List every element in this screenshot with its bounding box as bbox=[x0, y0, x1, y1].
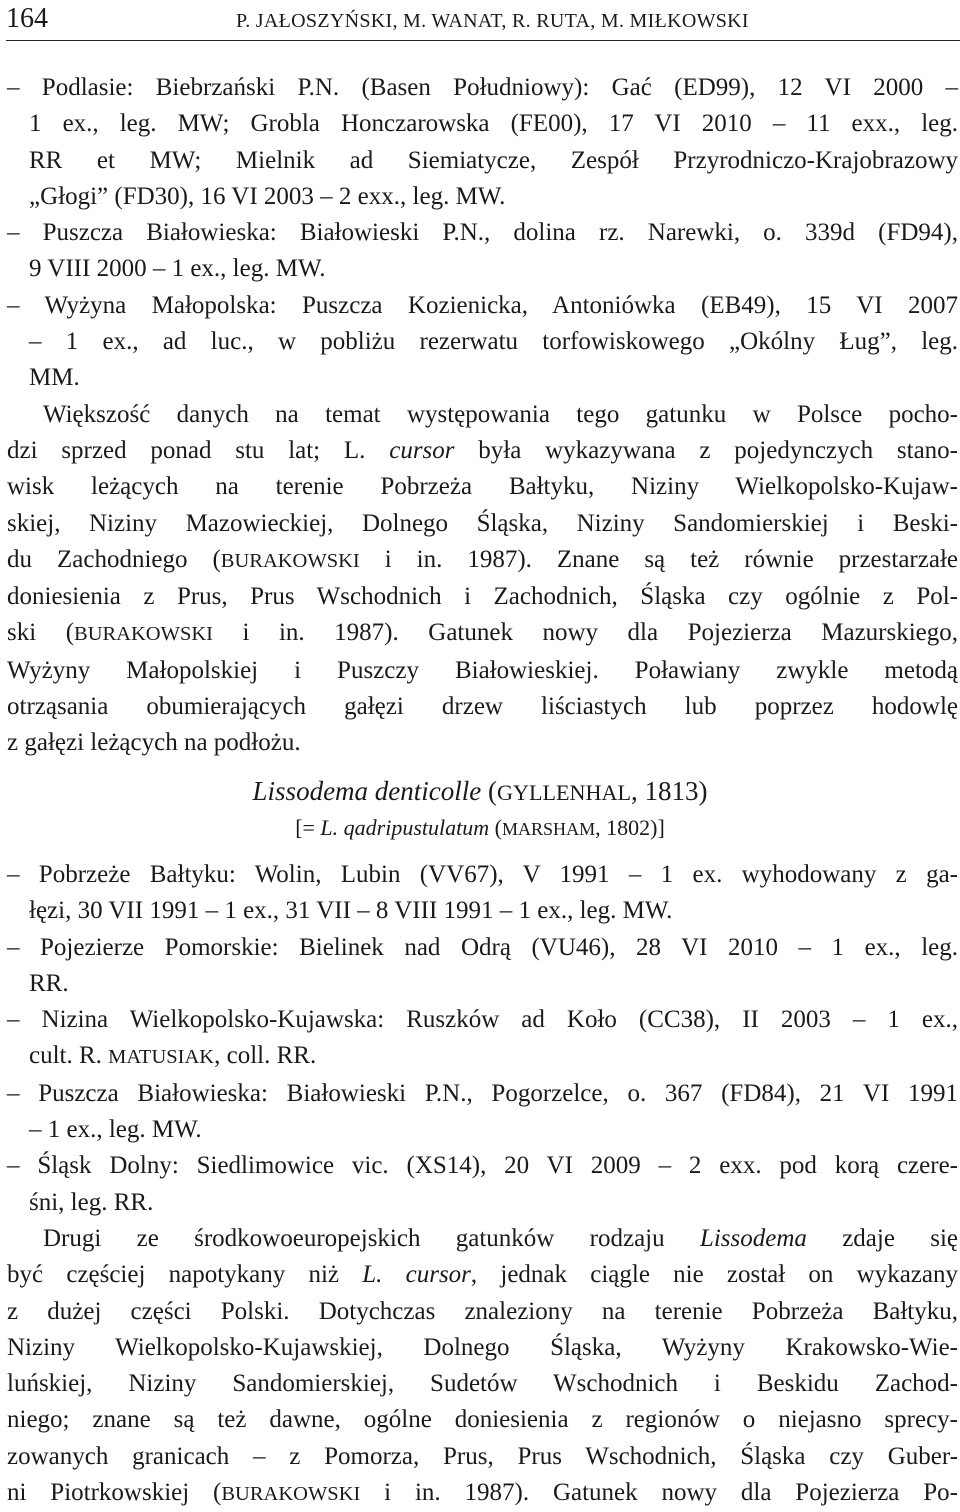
text-run: dzi sprzed ponad stu lat; L. bbox=[7, 436, 366, 464]
text-run: [= bbox=[295, 815, 321, 840]
text-line: 1 ex., leg. MW; Grobla Honczarowska (FE00), 17 VI 2010 – 11 exx., leg. bbox=[29, 110, 958, 138]
records-block-2 bbox=[7, 857, 958, 1512]
page-number: 164 bbox=[6, 3, 48, 34]
citation-author: BURAKOWSKI bbox=[220, 549, 360, 572]
paragraph-line bbox=[7, 1257, 958, 1293]
paragraph-line bbox=[7, 433, 958, 469]
species-synonym bbox=[0, 812, 960, 845]
synonym-author: MARSHAM bbox=[501, 819, 596, 839]
text-line: – Puszcza Białowieska: Białowieski P.N., dolina rz. Narewki, o. 339d (FD94), bbox=[7, 219, 958, 247]
paragraph-line bbox=[7, 615, 958, 652]
paragraph-line: zowanych granicach – z Pomorza, Prus, Prus Wschodnich, Śląska czy Guber- bbox=[7, 1442, 958, 1470]
citation-author: BURAKOWSKI bbox=[74, 623, 213, 646]
species-name: Lissodema denticolle bbox=[252, 776, 482, 806]
paragraph-line: Większość danych na temat występowania tego gatunku w Polsce pocho- bbox=[43, 400, 958, 428]
running-head: P. JAŁOSZYŃSKI, M. WANAT, R. RUTA, M. MIŁKOWSKI bbox=[236, 10, 749, 32]
paragraph-line: z dużej części Polski. Dotychczas znaleziony na terenie Pobrzeża Bałtyku, bbox=[7, 1297, 958, 1325]
paragraph-line: z gałęzi leżących na podłożu. bbox=[7, 729, 301, 757]
text-line: – Śląsk Dolny: Siedlimowice vic. (XS14), 20 VI 2009 – 2 exx. pod korą czere- bbox=[7, 1152, 958, 1180]
synonym-name: L. qadripustulatum bbox=[320, 815, 490, 840]
paragraph-line: otrząsania obumierających gałęzi drzew liściastych lub poprzez hodowlę bbox=[7, 693, 958, 721]
text-run: ( bbox=[489, 815, 502, 840]
text-line: – Pobrzeże Bałtyku: Wolin, Lubin (VV67), V 1991 – 1 ex. wyhodowany z ga- bbox=[7, 861, 958, 888]
header-rule bbox=[6, 40, 960, 41]
text-run: zdaje się bbox=[806, 1224, 958, 1252]
paragraph-line: skiej, Niziny Mazowieckiej, Dolnego Śląska, Niziny Sandomierskiej i Beski- bbox=[7, 509, 958, 537]
text-run: i in. 1987). Znane są też równie przestarzałe bbox=[359, 545, 958, 573]
text-run: , coll. RR. bbox=[214, 1042, 317, 1070]
text-run: , jednak ciągle nie został on wykazany bbox=[470, 1261, 958, 1289]
paragraph-line: doniesienia z Prus, Prus Wschodnich i Zachodnich, Śląska czy ogólnie z Pol- bbox=[7, 583, 958, 611]
species-italic: cursor bbox=[365, 436, 455, 464]
text-line bbox=[7, 1038, 958, 1075]
text-run: Drugi ze środkowoeuropejskich gatunków rodzaju bbox=[43, 1224, 700, 1252]
text-line: śni, leg. RR. bbox=[29, 1188, 154, 1216]
text-line: 9 VIII 2000 – 1 ex., leg. MW. bbox=[29, 255, 326, 283]
text-line: – Podlasie: Biebrzański P.N. (Basen Południowy): Gać (ED99), 12 VI 2000 – bbox=[7, 74, 958, 101]
text-run: ( bbox=[481, 776, 498, 806]
text-line: „Głogi” (FD30), 16 VI 2003 – 2 exx., leg. MW. bbox=[29, 182, 506, 210]
page-header bbox=[6, 0, 960, 46]
text-run: , 1802)] bbox=[595, 815, 665, 840]
text-line: – 1 ex., leg. MW. bbox=[29, 1116, 202, 1144]
text-run: cult. R. bbox=[29, 1042, 109, 1070]
records-block-1 bbox=[7, 70, 958, 762]
text-line: – 1 ex., ad luc., w pobliżu rezerwatu torfowiskowego „Okólny Ług”, leg. bbox=[29, 328, 958, 356]
paragraph-line bbox=[7, 1475, 958, 1512]
species-author: GYLLENHAL bbox=[497, 780, 631, 805]
text-line: – Wyżyna Małopolska: Puszcza Kozienicka, Antoniówka (EB49), 15 VI 2007 bbox=[7, 291, 958, 319]
genus-italic: Lissodema bbox=[699, 1224, 807, 1252]
text-line: łęzi, 30 VII 1991 – 1 ex., 31 VII – 8 VIII 1991 – 1 ex., leg. MW. bbox=[29, 897, 673, 925]
text-line: RR et MW; Mielnik ad Siemiatycze, Zespół Przyrodniczo-Krajobrazowy bbox=[29, 146, 958, 174]
text-run: i in. 1987). Gatunek nowy dla Pojezierza Mazurskiego, bbox=[212, 619, 959, 647]
species-heading bbox=[0, 772, 960, 845]
paragraph-line: Wyżyny Małopolskiej i Puszczy Białowieskiej. Poławiany zwykle metodą bbox=[7, 656, 958, 684]
text-line: – Nizina Wielkopolsko-Kujawska: Ruszków ad Koło (CC38), II 2003 – 1 ex., bbox=[7, 1006, 958, 1034]
text-run: , 1813) bbox=[630, 776, 708, 806]
collector-name: MATUSIAK bbox=[108, 1046, 215, 1069]
text-line: – Puszcza Białowieska: Białowieski P.N., Pogorzelce, o. 367 (FD84), 21 VI 1991 bbox=[7, 1079, 958, 1107]
paragraph-line: luńskiej, Niziny Sandomierskiej, Sudetów Wschodnich i Beskidu Zachod- bbox=[7, 1370, 958, 1398]
text-run: była wykazywana z pojedynczych stano- bbox=[454, 436, 958, 464]
paragraph-line: niego; znane są też dawne, ogólne doniesienia z regionów o niejasno sprecy- bbox=[7, 1406, 958, 1434]
paragraph-line: Niziny Wielkopolsko-Kujawskiej, Dolnego Śląska, Wyżyny Krakowsko-Wie- bbox=[7, 1333, 958, 1361]
text-run: du Zachodniego ( bbox=[7, 545, 221, 573]
paragraph-line bbox=[7, 1221, 958, 1257]
text-run: ski ( bbox=[7, 619, 75, 647]
citation-author: BURAKOWSKI bbox=[221, 1483, 361, 1506]
text-run: ni Piotrkowskiej ( bbox=[7, 1479, 222, 1507]
text-line: – Pojezierze Pomorskie: Bielinek nad Odrą (VU46), 28 VI 2010 – 1 ex., leg. bbox=[7, 933, 958, 961]
text-line: MM. bbox=[29, 364, 80, 392]
text-run: być częściej napotykany niż bbox=[7, 1261, 363, 1289]
text-line: RR. bbox=[29, 969, 69, 997]
species-italic: L. cursor bbox=[362, 1261, 471, 1289]
paragraph-line: wisk leżących na terenie Pobrzeża Bałtyku, Niziny Wielkopolsko-Kujaw- bbox=[7, 473, 958, 501]
paragraph-line bbox=[7, 542, 958, 579]
species-title bbox=[0, 772, 960, 812]
text-run: i in. 1987). Gatunek nowy dla Pojezierza Po- bbox=[360, 1479, 958, 1507]
